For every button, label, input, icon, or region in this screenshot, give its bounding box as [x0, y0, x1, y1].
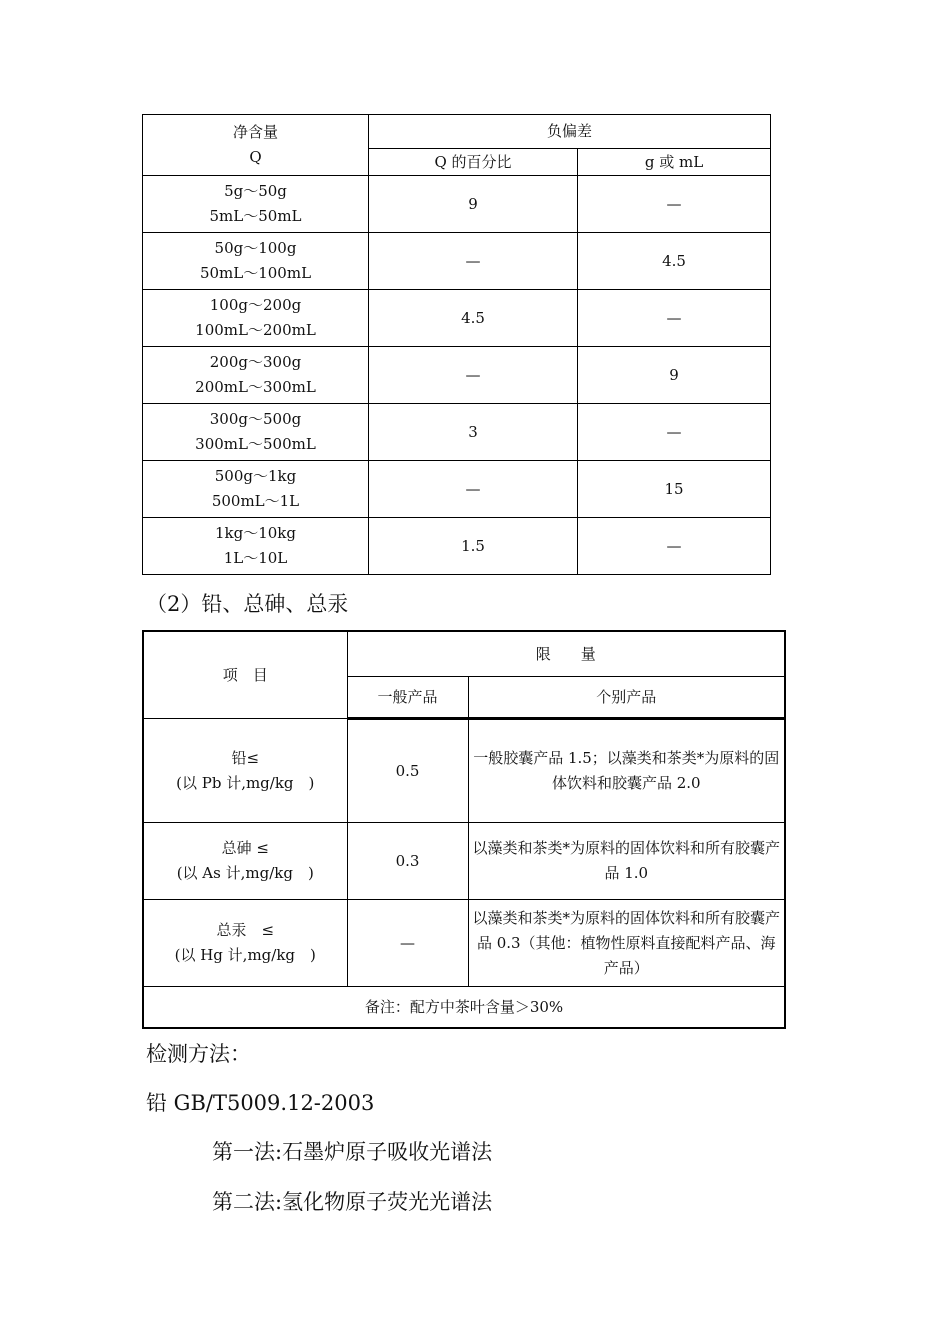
net-content-range — [143, 461, 369, 518]
specific-limit: 以藻类和茶类*为原料的固体饮料和所有胶囊产品 0.3（其他：植物性原料直接配料产品、海产品） — [468, 900, 785, 987]
table-row — [143, 404, 771, 461]
range-mass: 500g～1kg — [214, 467, 297, 485]
header-net-content-label: 净含量 — [232, 123, 278, 141]
range-mass: 5g～50g — [224, 182, 287, 200]
lead-standard: 铅 GB/T5009.12-2003 — [146, 1091, 375, 1115]
table-note-row — [143, 987, 785, 1029]
header-percent-of-q: Q 的百分比 — [369, 149, 578, 176]
table-row — [143, 176, 771, 233]
specific-limit: 一般胶囊产品 1.5；以藻类和茶类*为原料的固体饮料和胶囊产品 2.0 — [468, 719, 785, 823]
net-content-range — [143, 404, 369, 461]
item-name: 总砷 ≤ — [221, 839, 269, 857]
absolute-value: — — [578, 176, 771, 233]
item-unit: (以 As 计,mg/kg ) — [176, 864, 314, 882]
net-content-deviation-table — [142, 114, 771, 575]
header-negative-deviation: 负偏差 — [369, 115, 771, 149]
table-note: 备注：配方中茶叶含量＞30% — [143, 987, 785, 1029]
item-unit: (以 Hg 计,mg/kg ) — [174, 946, 316, 964]
item-name: 铅≤ — [231, 748, 260, 767]
percent-value: — — [369, 461, 578, 518]
range-mass: 50g～100g — [214, 239, 297, 257]
range-volume: 500mL～1L — [211, 492, 300, 510]
absolute-value: 4.5 — [578, 233, 771, 290]
range-volume: 1L～10L — [223, 549, 288, 567]
net-content-range — [143, 347, 369, 404]
section-heading: （2）铅、总砷、总汞 — [146, 592, 349, 616]
net-content-range — [143, 233, 369, 290]
range-mass: 200g～300g — [209, 353, 302, 371]
range-volume: 5mL～50mL — [209, 207, 302, 225]
absolute-value: 9 — [578, 347, 771, 404]
table-row — [143, 290, 771, 347]
range-volume: 100mL～200mL — [195, 321, 316, 339]
specific-limit: 以藻类和茶类*为原料的固体饮料和所有胶囊产品 1.0 — [468, 823, 785, 900]
range-volume: 50mL～100mL — [199, 264, 312, 282]
header-limit: 限 量 — [347, 631, 785, 677]
header-net-content — [143, 115, 369, 176]
table-row — [143, 719, 785, 823]
range-volume: 300mL～500mL — [195, 435, 316, 453]
header-general-products: 一般产品 — [347, 677, 468, 719]
heavy-metal-limit-table — [142, 630, 786, 1029]
item-name: 总汞 ≤ — [216, 921, 275, 939]
table-row — [143, 347, 771, 404]
percent-value: 9 — [369, 176, 578, 233]
absolute-value: — — [578, 290, 771, 347]
header-g-or-ml: g 或 mL — [578, 149, 771, 176]
item-cell — [143, 719, 347, 823]
table-row — [143, 233, 771, 290]
method-two: 第二法:氢化物原子荧光光谱法 — [212, 1190, 493, 1214]
range-mass: 1kg～10kg — [214, 524, 296, 542]
absolute-value: 15 — [578, 461, 771, 518]
net-content-range — [143, 176, 369, 233]
range-volume: 200mL～300mL — [195, 378, 316, 396]
method-one: 第一法:石墨炉原子吸收光谱法 — [212, 1140, 493, 1164]
header-net-content-symbol: Q — [249, 148, 262, 166]
percent-value: 4.5 — [369, 290, 578, 347]
general-limit: 0.3 — [347, 823, 468, 900]
item-unit: (以 Pb 计,mg/kg ) — [176, 773, 315, 792]
percent-value: — — [369, 347, 578, 404]
item-cell — [143, 900, 347, 987]
header-item: 项 目 — [143, 631, 347, 719]
general-limit: 0.5 — [347, 719, 468, 823]
table-row — [143, 900, 785, 987]
absolute-value: — — [578, 518, 771, 575]
percent-value: — — [369, 233, 578, 290]
general-limit: — — [347, 900, 468, 987]
range-mass: 300g～500g — [209, 410, 302, 428]
item-cell — [143, 823, 347, 900]
table-row — [143, 823, 785, 900]
percent-value: 1.5 — [369, 518, 578, 575]
methods-heading: 检测方法： — [146, 1042, 251, 1066]
net-content-range — [143, 290, 369, 347]
percent-value: 3 — [369, 404, 578, 461]
range-mass: 100g～200g — [209, 296, 302, 314]
absolute-value: — — [578, 404, 771, 461]
table-row — [143, 518, 771, 575]
header-specific-products: 个别产品 — [468, 677, 785, 719]
net-content-range — [143, 518, 369, 575]
table-row — [143, 461, 771, 518]
